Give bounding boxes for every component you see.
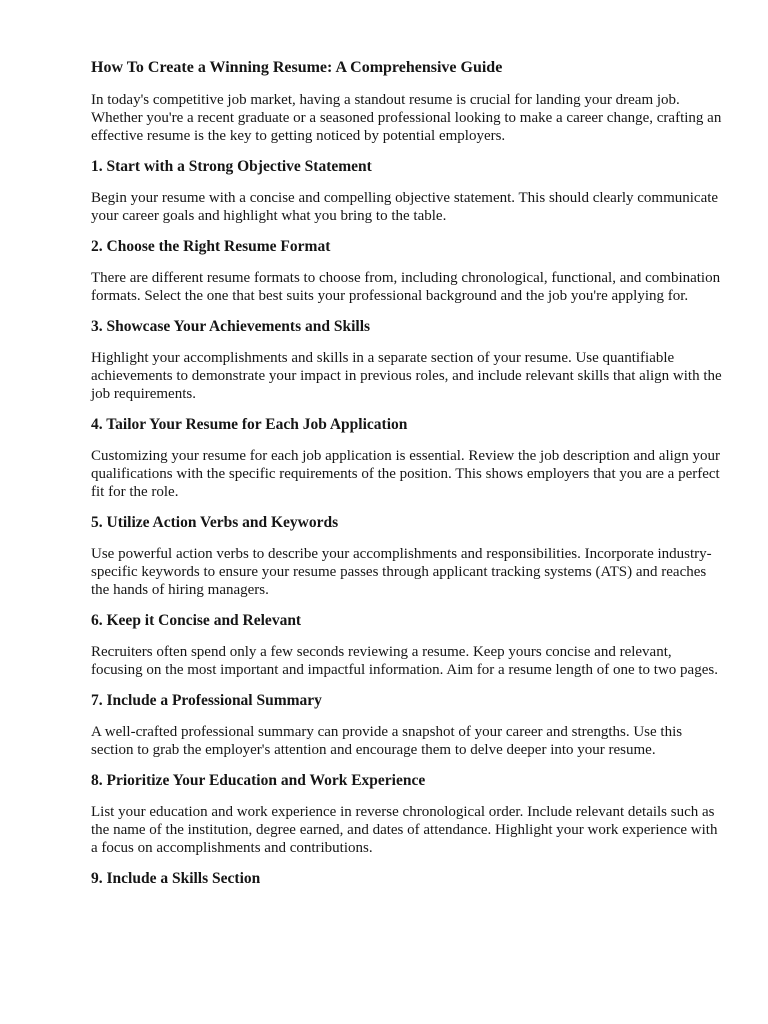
section-heading: 2. Choose the Right Resume Format xyxy=(91,238,331,255)
section-paragraph: List your education and work experience in reverse chronological order. Include relevant details such as the name of the institution, degree earned, and dates of attendance. Highlight your work experience with a focus on accomplishments and contributions. xyxy=(91,804,718,856)
section-heading: 9. Include a Skills Section xyxy=(91,870,261,887)
section-heading: 6. Keep it Concise and Relevant xyxy=(91,612,302,629)
section-heading: 4. Tailor Your Resume for Each Job Application xyxy=(91,416,408,433)
section-heading: 3. Showcase Your Achievements and Skills xyxy=(91,318,371,335)
section-heading: 7. Include a Professional Summary xyxy=(91,692,322,709)
section-paragraph: There are different resume formats to choose from, including chronological, functional, and combination formats. Select the one that best suits your professional background and the job you're applying for. xyxy=(91,270,721,304)
document-title: How To Create a Winning Resume: A Comprehensive Guide xyxy=(91,59,503,76)
section-heading: 1. Start with a Strong Objective Statement xyxy=(91,158,372,175)
section-heading: 8. Prioritize Your Education and Work Experience xyxy=(91,772,426,789)
section-paragraph: Highlight your accomplishments and skills in a separate section of your resume. Use quantifiable achievements to demonstrate your impact in previous roles, and include relevant skills that align with the job requirements. xyxy=(91,350,722,402)
section-paragraph: A well-crafted professional summary can provide a snapshot of your career and strengths. Use this section to grab the employer's attention and encourage them to delve deeper into your resume. xyxy=(91,724,683,758)
section-paragraph: Begin your resume with a concise and compelling objective statement. This should clearly communicate your career goals and highlight what you bring to the table. xyxy=(91,190,719,224)
sections-container xyxy=(91,158,725,888)
intro-paragraph: In today's competitive job market, having a standout resume is crucial for landing your dream job. Whether you're a recent graduate or a seasoned professional looking to make a career change, crafting an effective resume is the key to getting noticed by potential employers. xyxy=(91,92,722,144)
section-paragraph: Recruiters often spend only a few seconds reviewing a resume. Keep yours concise and relevant, focusing on the most important and impactful information. Aim for a resume length of one to two pages. xyxy=(91,644,718,678)
section-paragraph: Customizing your resume for each job application is essential. Review the job description and align your qualifications with the specific requirements of the position. This shows employers that you are a perfect fit for the role. xyxy=(91,448,721,500)
section-heading: 5. Utilize Action Verbs and Keywords xyxy=(91,514,339,531)
section-paragraph: Use powerful action verbs to describe your accomplishments and responsibilities. Incorporate industry-specific keywords to ensure your resume passes through applicant tracking systems (ATS) and reaches the hands of hiring managers. xyxy=(91,546,712,598)
